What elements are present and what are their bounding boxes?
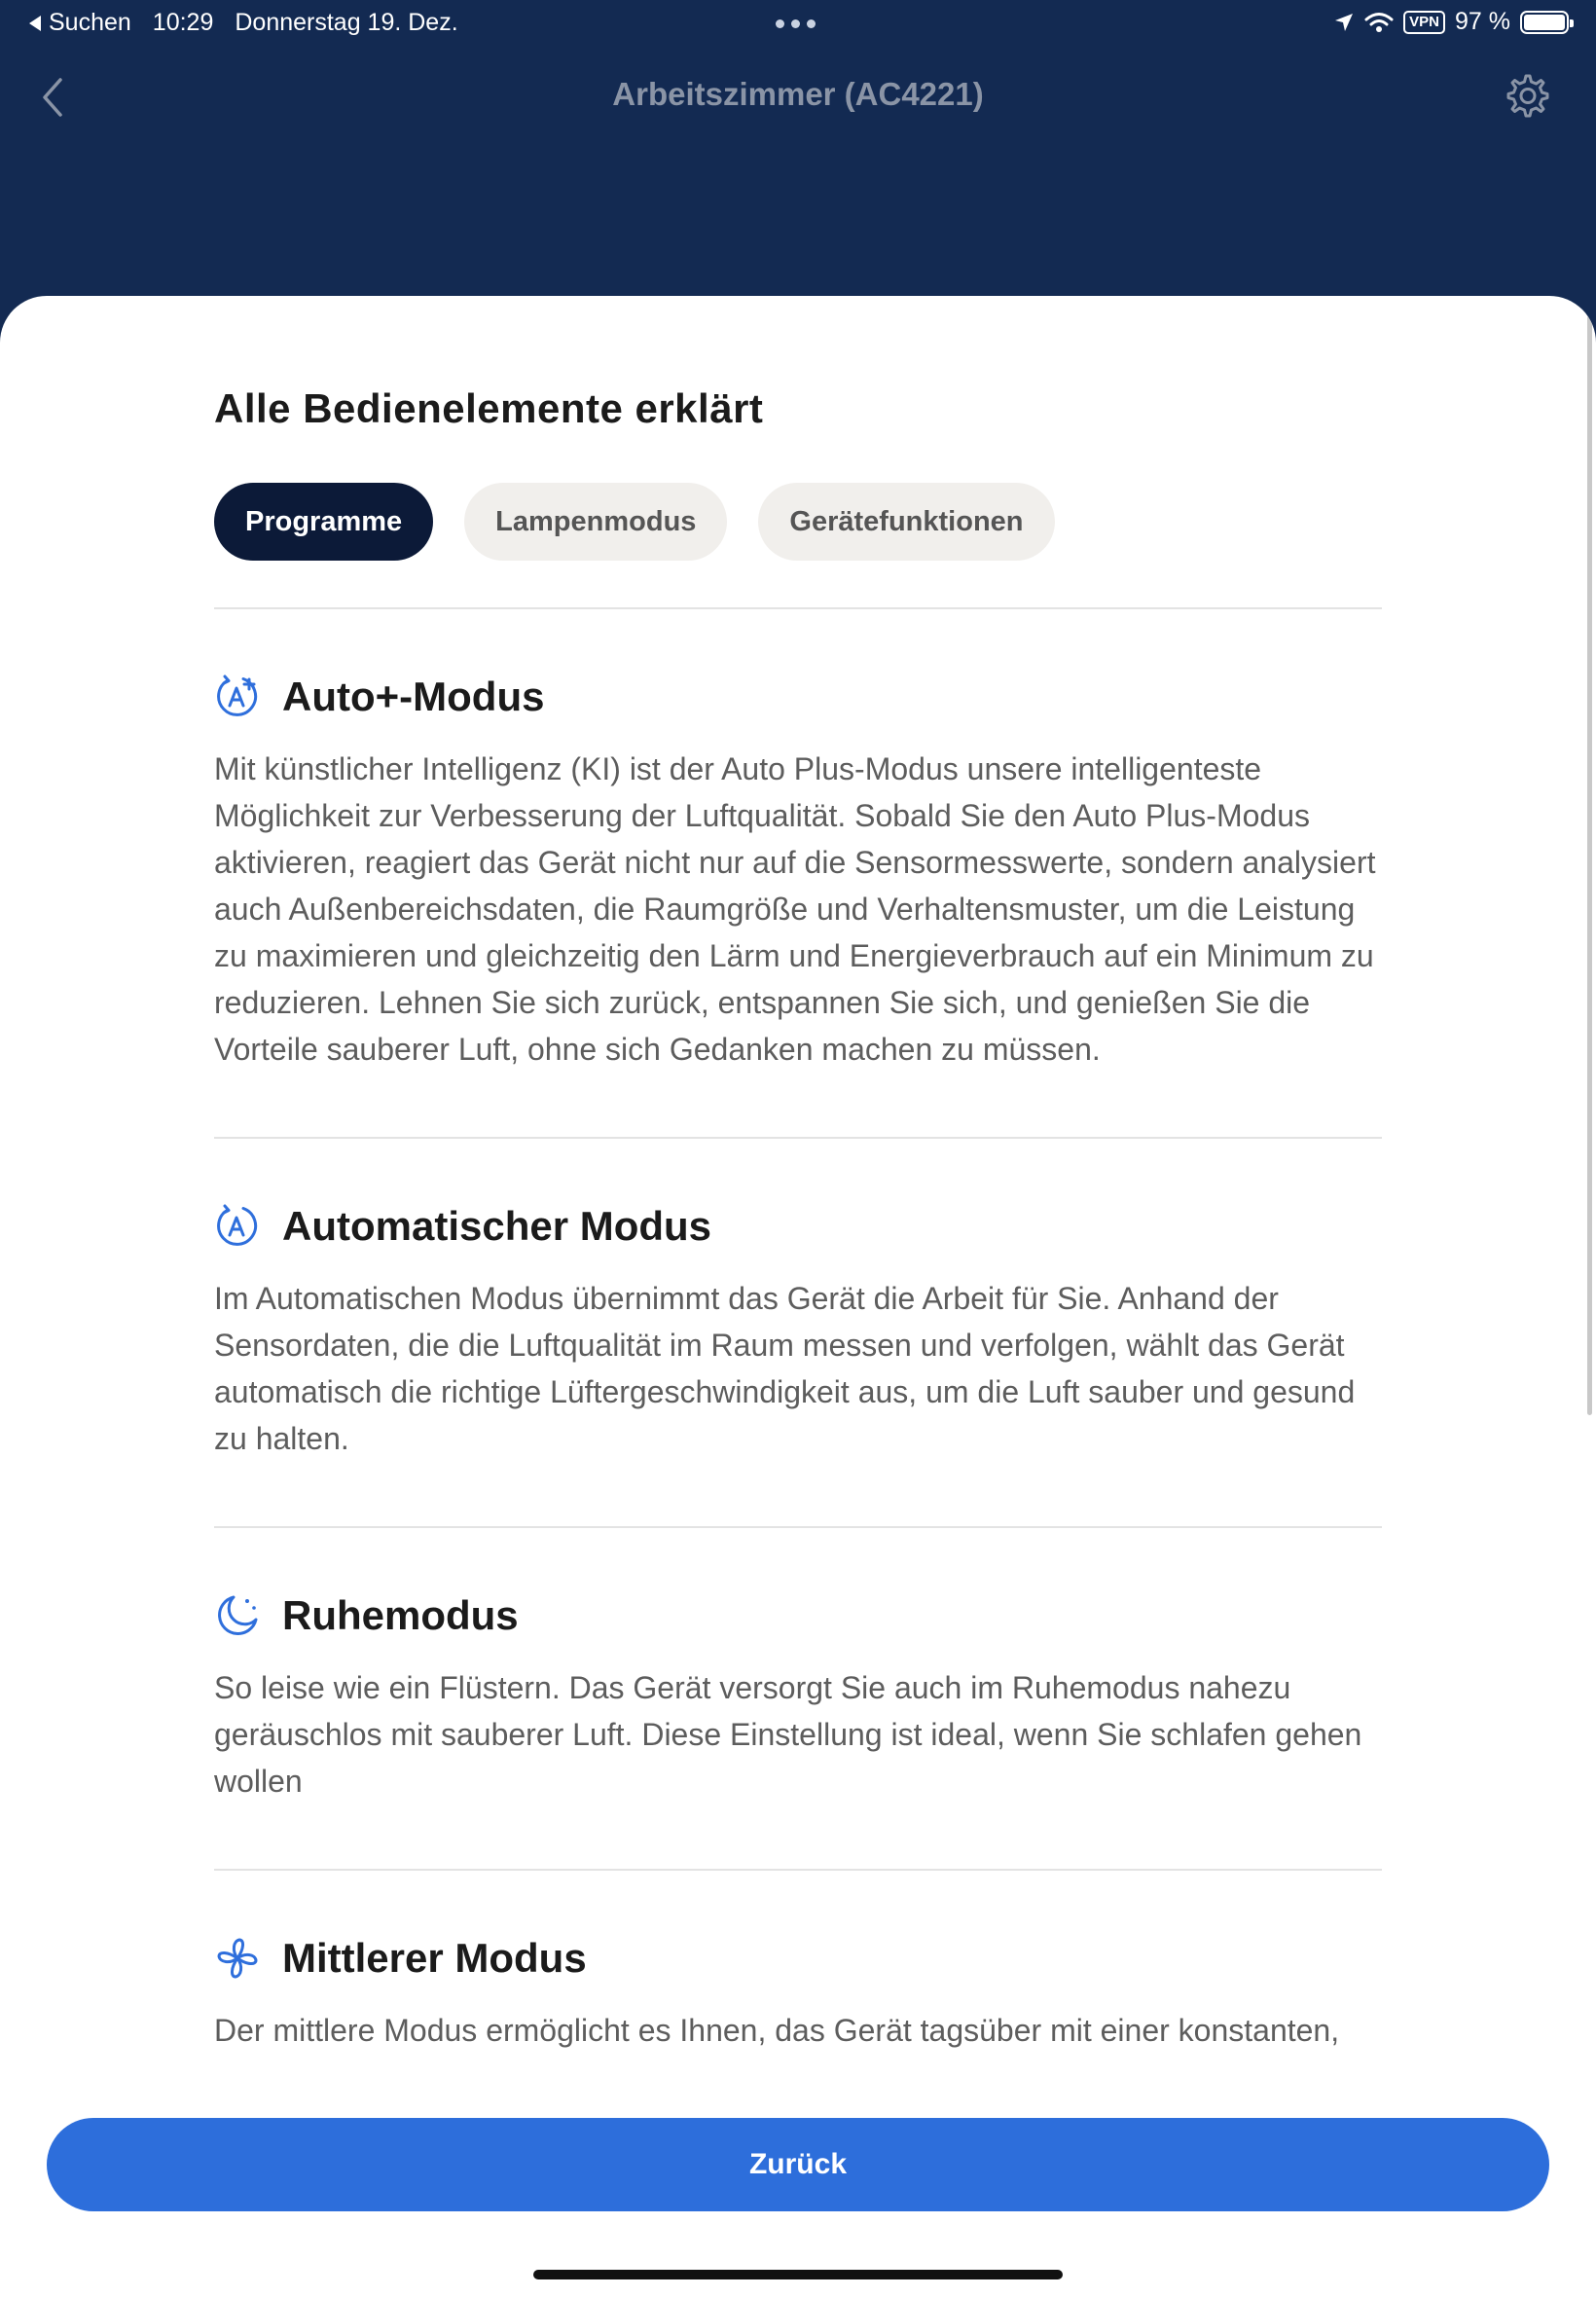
section-header — [214, 670, 1382, 724]
sleep-moon-icon — [214, 1592, 261, 1639]
auto-plus-icon — [214, 674, 261, 720]
section-automatic — [214, 1139, 1382, 1526]
section-title: Mittlerer Modus — [282, 1935, 587, 1981]
tab-bar — [214, 483, 1055, 561]
section-header — [214, 1931, 1382, 1986]
back-to-app-link[interactable] — [29, 9, 131, 37]
controls-explained-sheet — [0, 296, 1596, 2297]
tab-geraetefunktionen[interactable]: Gerätefunktionen — [758, 483, 1054, 561]
section-title: Auto+-Modus — [282, 674, 545, 719]
back-button[interactable]: Zurück — [47, 2118, 1549, 2211]
tab-lampenmodus[interactable]: Lampenmodus — [464, 483, 727, 561]
battery-icon — [1520, 11, 1569, 34]
section-description: Im Automatischen Modus übernimmt das Gerät die Arbeit für Sie. Anhand der Sensordaten, die die Luftqualität im Raum messen und verfolgen, wählt das Gerät automatisch die richtige Lüftergeschwindigkeit aus, um die Luft sauber und gesund zu halten. — [214, 1281, 1356, 1456]
battery-percent: 97 % — [1455, 8, 1510, 35]
status-bar — [0, 0, 1596, 47]
status-left — [29, 9, 458, 37]
page-title: Arbeitszimmer (AC4221) — [612, 76, 984, 112]
nav-bar — [0, 58, 1596, 136]
back-triangle-icon — [29, 16, 41, 31]
section-description: So leise wie ein Flüstern. Das Gerät versorgt Sie auch im Ruhemodus nahezu geräuschlos mit sauberer Luft. Diese Einstellung ist ideal, wenn Sie schlafen gehen wollen — [214, 1670, 1362, 1799]
section-header — [214, 1588, 1382, 1643]
section-description: Der mittlere Modus ermöglicht es Ihnen, das Gerät tagsüber mit einer konstanten, — [214, 2013, 1340, 2048]
wifi-icon — [1364, 12, 1394, 33]
status-time: 10:29 — [152, 9, 214, 36]
vpn-badge: VPN — [1403, 11, 1445, 34]
fan-icon — [214, 1935, 261, 1982]
section-sleep — [214, 1528, 1382, 1869]
section-title: Automatischer Modus — [282, 1203, 712, 1249]
tab-programme[interactable]: Programme — [214, 483, 433, 561]
sections-list — [214, 607, 1382, 2118]
multitasking-dots-icon[interactable] — [776, 19, 816, 28]
gear-icon[interactable] — [1499, 70, 1553, 125]
section-auto-plus — [214, 609, 1382, 1137]
sheet-title: Alle Bedienelemente erklärt — [214, 385, 764, 431]
scroll-indicator[interactable] — [1587, 315, 1592, 1415]
section-title: Ruhemodus — [282, 1592, 519, 1638]
home-indicator[interactable] — [533, 2270, 1063, 2279]
back-app-label: Suchen — [49, 9, 131, 36]
status-date: Donnerstag 19. Dez. — [235, 9, 458, 36]
status-right — [1333, 8, 1569, 36]
section-description: Mit künstlicher Intelligenz (KI) ist der Auto Plus-Modus unsere intelligenteste Möglichkeit zur Verbesserung der Luftqualität. Sobald Sie den Auto Plus-Modus aktivieren, reagiert das Gerät nicht nur auf die Sensormesswerte, sondern analysiert auch Außenbereichsdaten, die Raumgröße und Verhaltensmuster, um die Leistung zu maximieren und gleichzeitig den Lärm und Energieverbrauch auf ein Minimum zu reduzieren. Lehnen Sie sich zurück, entspannen Sie sich, und genießen Sie die Vorteile sauberer Luft, ohne sich Gedanken machen zu müssen. — [214, 751, 1376, 1067]
auto-mode-icon — [214, 1203, 261, 1250]
location-arrow-icon — [1333, 12, 1355, 33]
section-header — [214, 1199, 1382, 1254]
